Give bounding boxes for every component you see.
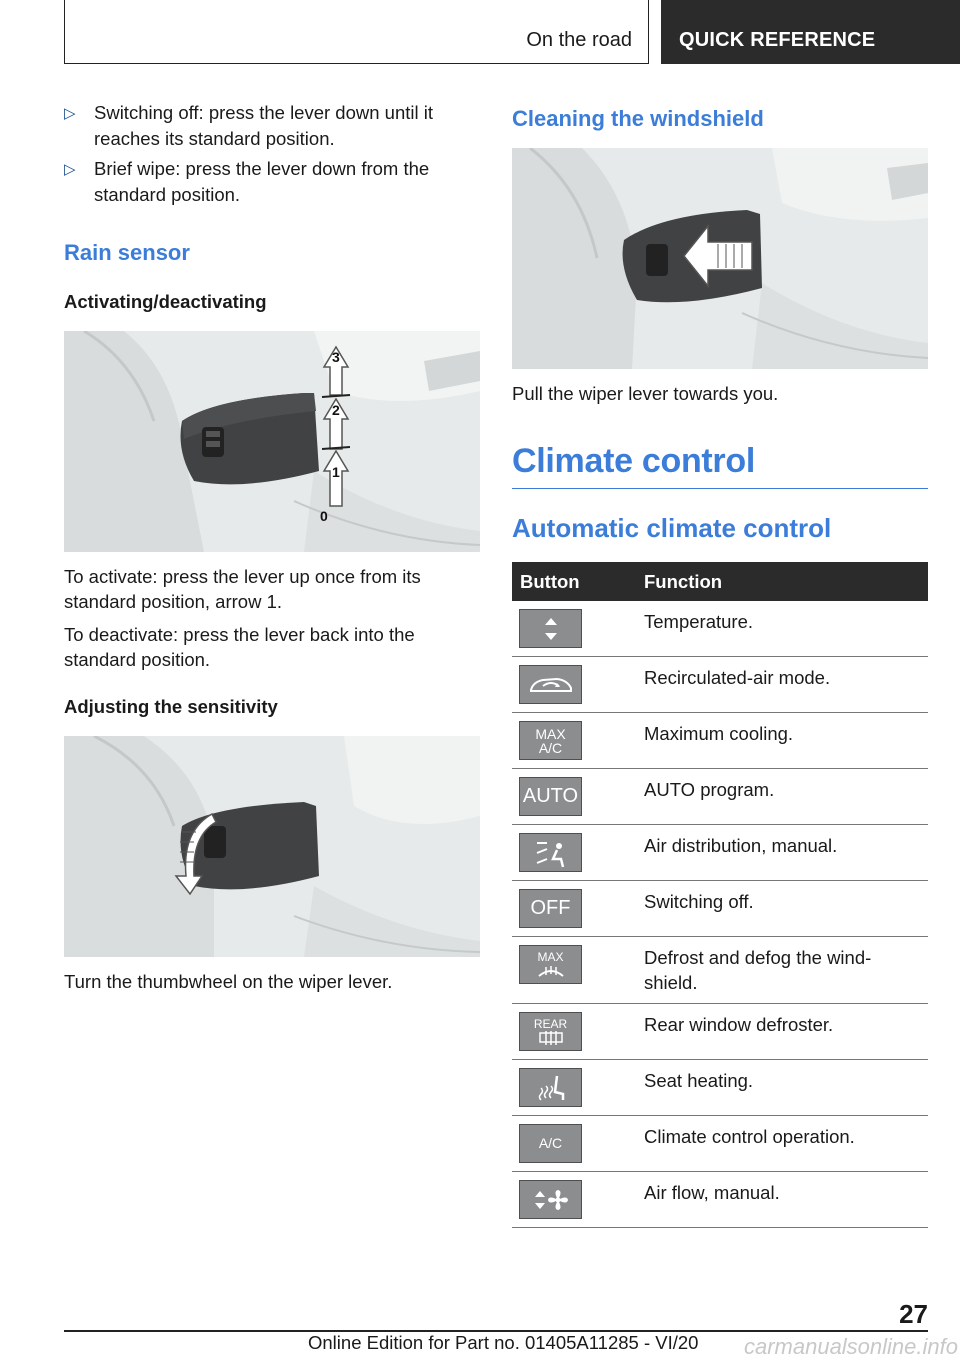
max-ac-icon (519, 721, 582, 760)
function-text: AUTO program. (640, 769, 928, 825)
function-text: Seat heating. (640, 1060, 928, 1116)
function-text: Maximum cooling. (640, 713, 928, 769)
table-row (512, 657, 928, 713)
column-header-button: Button (512, 562, 640, 601)
air-distribution-icon (519, 833, 582, 872)
rear-defrost-icon (519, 1012, 582, 1051)
deactivate-text: To deactivate: press the lever back into the standard position. (64, 624, 415, 670)
key-label: A/C (538, 739, 563, 756)
key-label: AUTO (522, 785, 579, 807)
table-row (512, 1116, 928, 1172)
table-row (512, 1004, 928, 1060)
arrow-label: 1 (332, 464, 340, 480)
bullet-text: Brief wipe: press the lever down from the standard position. (94, 158, 430, 205)
table-row (512, 769, 928, 825)
table-row (512, 881, 928, 937)
auto-icon (519, 777, 582, 816)
bullet-item (64, 100, 480, 152)
table-row (512, 713, 928, 769)
thumbwheel-text: Turn the thumbwheel on the wiper lever. (64, 971, 393, 992)
automatic-climate-heading: Automatic climate control (512, 513, 832, 543)
left-column (64, 100, 480, 994)
key-label: MAX (535, 725, 566, 742)
header-section-box (64, 0, 649, 64)
function-text: Switching off. (640, 881, 928, 937)
footer-edition: Online Edition for Part no. 01405A11285 - VI/20 (308, 1332, 699, 1353)
table-header-row (512, 562, 928, 601)
activate-text: To activate: press the lever up once from its standard position, arrow 1. (64, 566, 421, 612)
rain-sensor-lever-figure (64, 331, 480, 552)
cleaning-windshield-figure (512, 148, 928, 369)
function-text: Climate control operation. (640, 1116, 928, 1172)
bullet-text: Switching off: press the lever down until it reaches its standard position. (94, 102, 433, 149)
function-text: Recirculated-air mode. (640, 657, 928, 713)
bullet-item (64, 156, 480, 208)
table-row (512, 1060, 928, 1116)
climate-buttons-table (512, 562, 928, 1228)
function-text: Rear window defroster. (640, 1004, 928, 1060)
function-text: Air distribution, manual. (640, 825, 928, 881)
max-defrost-icon (519, 945, 582, 984)
function-text: Air flow, manual. (640, 1172, 928, 1228)
key-label: REAR (533, 1016, 568, 1031)
activating-heading: Activating/deactivating (64, 291, 267, 312)
page-number: 27 (899, 1299, 928, 1329)
column-header-function: Function (640, 562, 928, 601)
thumbwheel-figure (64, 736, 480, 957)
arrow-label: 2 (332, 402, 340, 418)
header-tab-label: QUICK REFERENCE (679, 29, 876, 51)
table-row (512, 601, 928, 657)
table-row (512, 825, 928, 881)
key-label: A/C (538, 1135, 563, 1151)
off-icon (519, 889, 582, 928)
header-section-title: On the road (526, 29, 632, 51)
recirculation-car-icon (519, 665, 582, 704)
climate-control-heading: Climate control (512, 442, 928, 489)
fan-icon (519, 1180, 582, 1219)
sensitivity-heading: Adjusting the sensitivity (64, 696, 278, 717)
function-text: Defrost and defog the wind‐shield. (640, 937, 928, 1004)
ac-icon (519, 1124, 582, 1163)
key-label: OFF (530, 897, 571, 919)
arrow-label: 3 (332, 349, 340, 365)
header-quick-reference-tab (661, 0, 960, 64)
table-row (512, 937, 928, 1004)
bullet-triangle-icon: ▷ (64, 105, 76, 122)
right-column (512, 100, 928, 1228)
temperature-arrows-icon (519, 609, 582, 648)
function-text: Temperature. (640, 601, 928, 657)
rain-sensor-heading: Rain sensor (64, 240, 190, 265)
pull-lever-text: Pull the wiper lever towards you. (512, 383, 779, 404)
arrow-label: 0 (320, 508, 328, 524)
seat-heating-icon (519, 1068, 582, 1107)
cleaning-heading: Cleaning the windshield (512, 106, 764, 131)
table-row (512, 1172, 928, 1228)
bullet-triangle-icon: ▷ (64, 161, 76, 178)
watermark: carmanualsonline.info (743, 1334, 958, 1359)
key-label: MAX (537, 949, 564, 964)
